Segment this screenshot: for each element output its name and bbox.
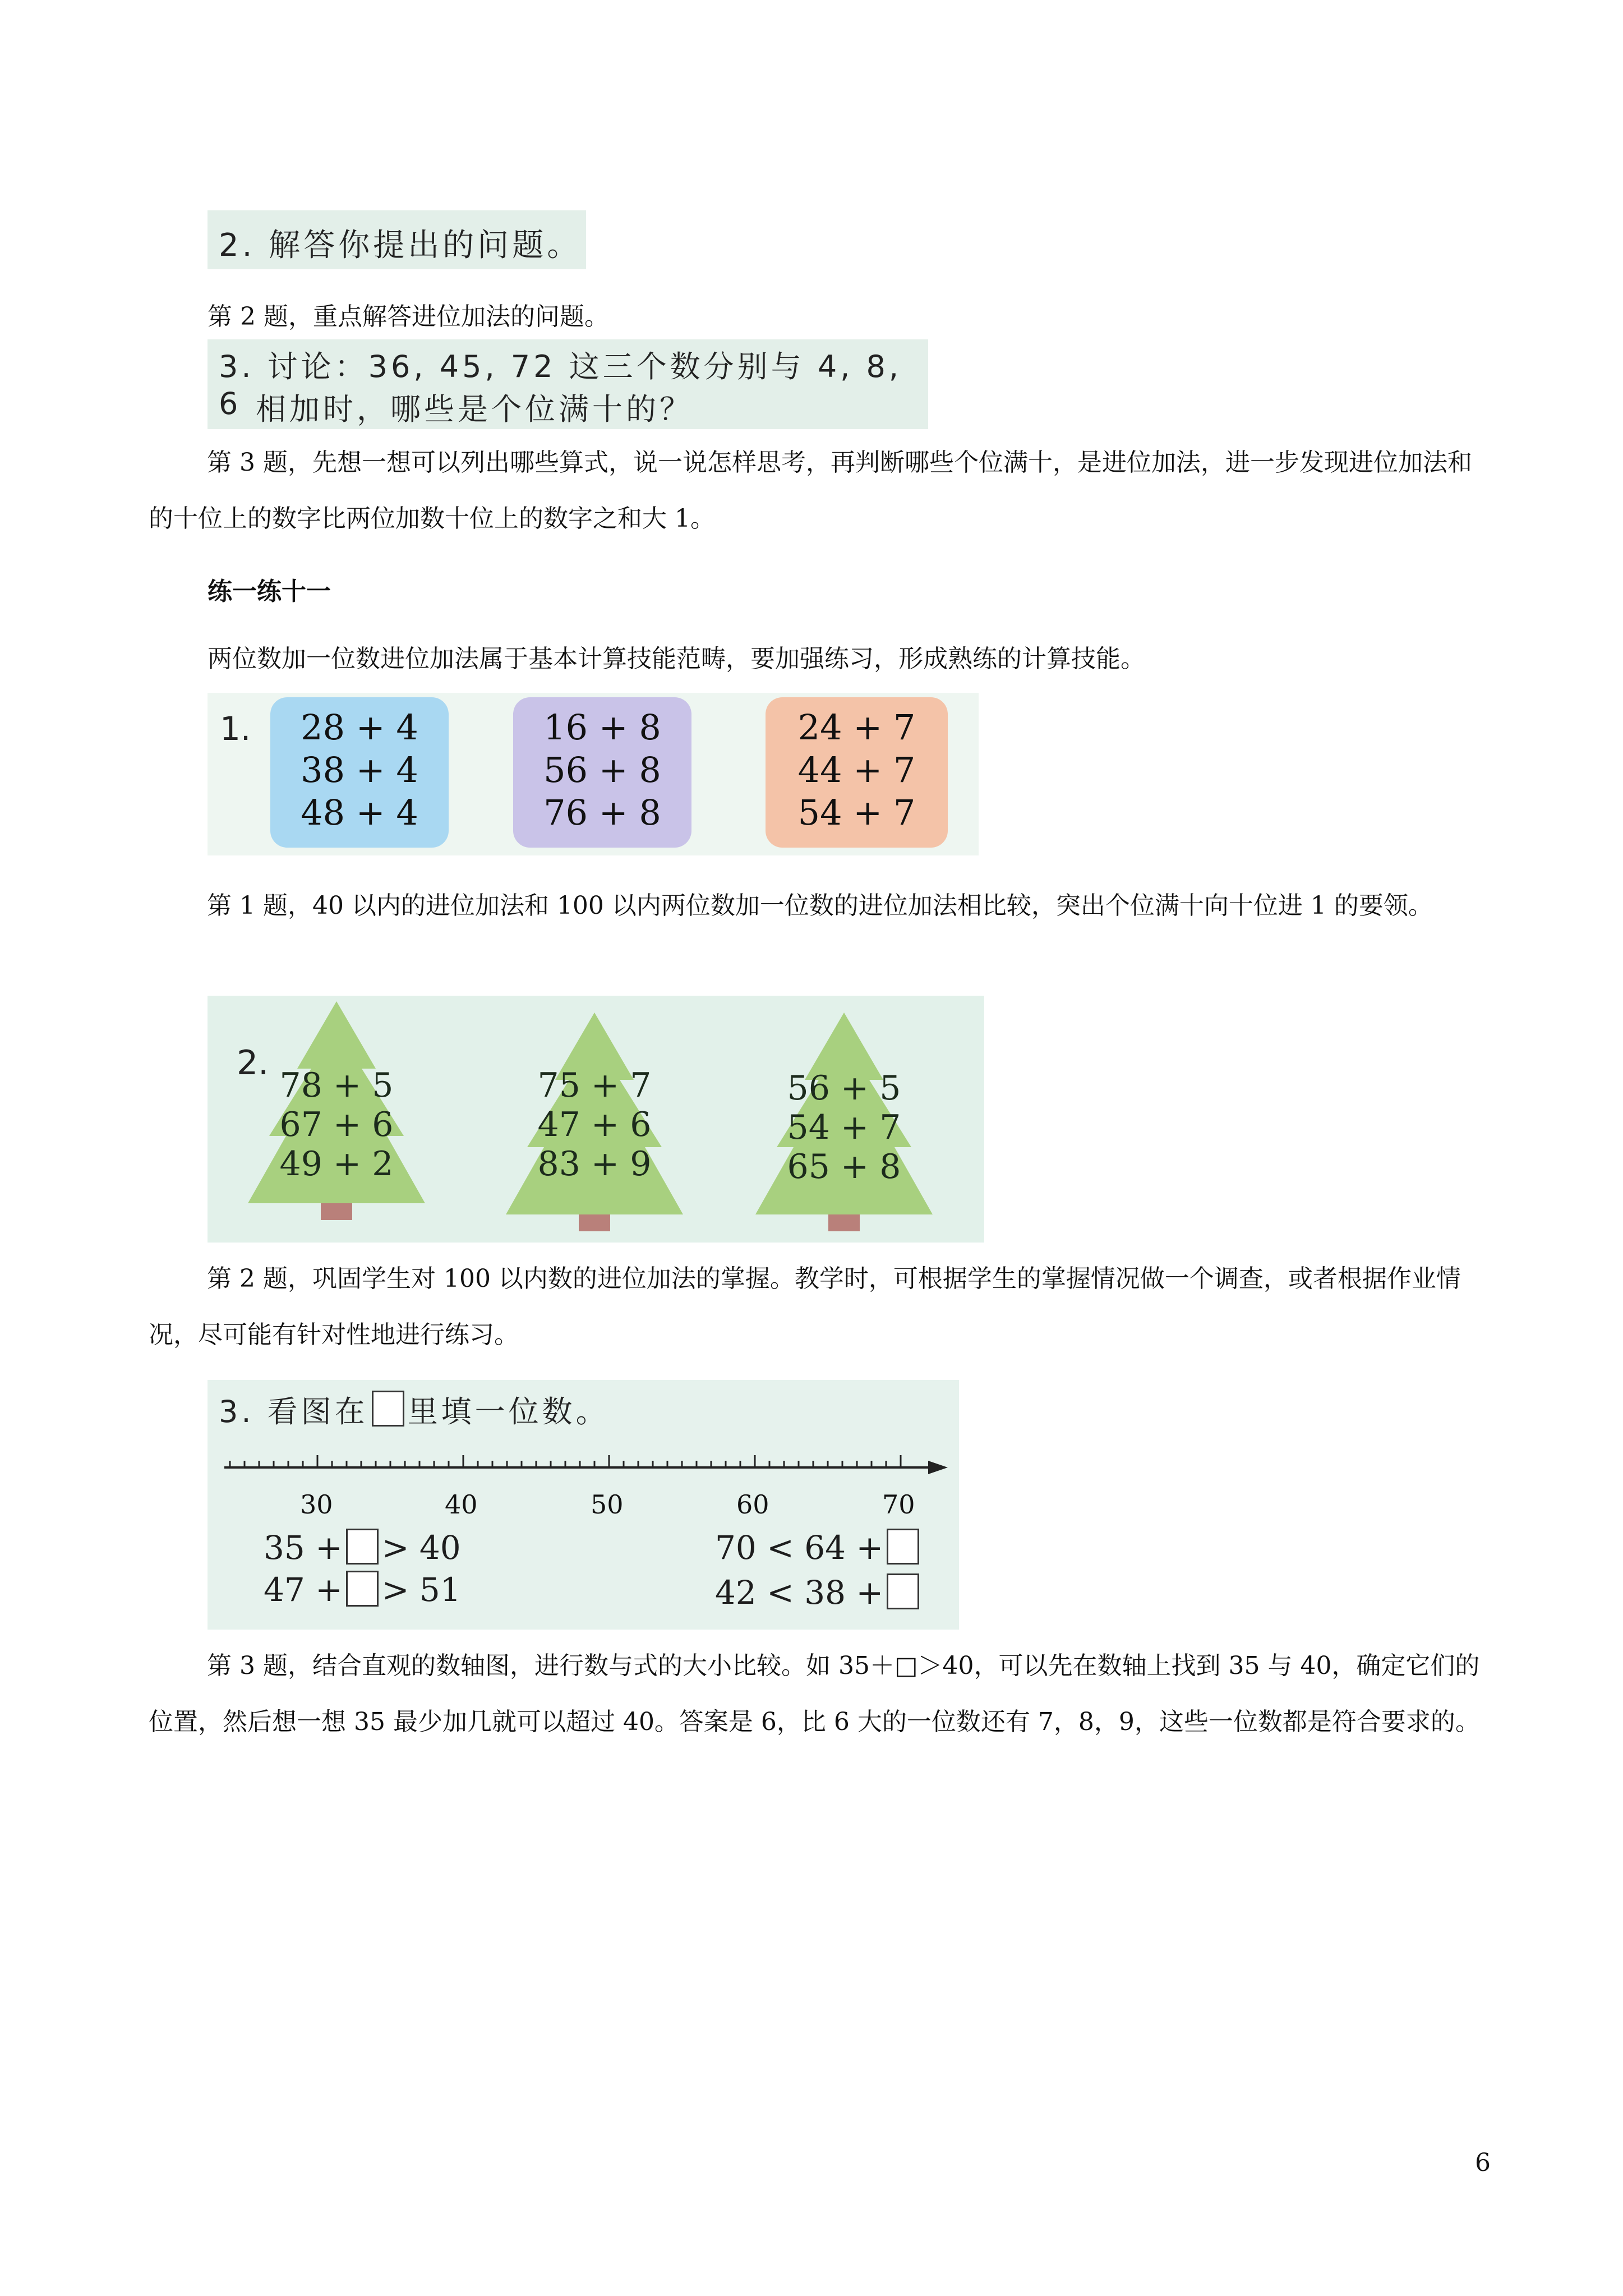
card-item: 28 + 4 <box>301 707 418 748</box>
exercise-3-label-pre: 3. 看图在 <box>219 1394 368 1429</box>
q3-note: 第 3 题，先想一想可以列出哪些算式，说一说怎样思考，再判断哪些个位满十，是进位加法，进一步发现进位加法和的十位上的数字比两位加数十位上的数字之和大 1。 <box>149 448 1472 533</box>
inequality-2-right: > 51 <box>381 1571 461 1609</box>
exercise-3-panel <box>208 1380 959 1630</box>
q3-header-line1: 3. 讨论：36, 45, 72 这三个数分别与 4, 8, 6 <box>219 349 902 421</box>
inequality-2 <box>264 1571 461 1609</box>
inequality-4 <box>715 1573 923 1612</box>
tick-label-60: 60 <box>736 1489 769 1520</box>
card-item: 38 + 4 <box>301 749 418 790</box>
exercise-2-note: 第 2 题，巩固学生对 100 以内数的进位加法的掌握。教学时，可根据学生的掌握情况做一个调查，或者根据作业情况，尽可能有针对性地进行练习。 <box>149 1264 1461 1349</box>
exercise-1-card-2 <box>513 697 691 848</box>
q2-note: 第 2 题，重点解答进位加法的问题。 <box>208 302 609 331</box>
exercise-2-panel <box>208 996 984 1243</box>
inequality-2-left: 47 + <box>264 1571 343 1609</box>
section-title: 练一练十一 <box>208 577 331 606</box>
tree-2-text <box>533 1066 656 1184</box>
tree-1-text <box>275 1066 398 1184</box>
tree-item: 67 + 6 <box>279 1105 394 1144</box>
page-number: 6 <box>1475 2148 1491 2177</box>
exercise-1-label: 1. <box>220 710 251 748</box>
tree-item: 78 + 5 <box>279 1066 394 1105</box>
section-intro: 两位数加一位数进位加法属于基本计算技能范畴，要加强练习，形成熟练的计算技能。 <box>208 645 1145 673</box>
exercise-3-note: 第 3 题，结合直观的数轴图，进行数与式的大小比较。如 35＋□＞40，可以先在数轴上找到 35 与 40，确定它们的位置，然后想一想 35 最少加几就可以超过 40。答案是 6，比 6 大的一位数还有 7，8，9，这些一位数都是符合要求的。 <box>149 1651 1480 1736</box>
exercise-1-note: 第 1 题，40 以内的进位加法和 100 以内两位数加一位数的进位加法相比较，突出个位满十向十位进 1 的要领。 <box>207 891 1433 920</box>
q3-header-line2: 相加时，哪些是个位满十的？ <box>256 392 693 427</box>
tree-item: 83 + 9 <box>537 1144 652 1184</box>
card-item: 56 + 8 <box>543 749 661 790</box>
tick-label-40: 40 <box>445 1489 478 1520</box>
tree-3-text <box>782 1069 906 1186</box>
card-item: 44 + 7 <box>797 749 916 790</box>
exercise-1-panel <box>208 693 979 855</box>
exercise-1-card-3 <box>766 697 948 848</box>
blank-box-icon[interactable] <box>346 1571 379 1607</box>
blank-box-icon[interactable] <box>887 1529 919 1565</box>
inequality-3 <box>715 1529 923 1567</box>
card-item: 54 + 7 <box>797 792 916 833</box>
exercise-1-card-1 <box>270 697 449 848</box>
q2-textbook-header <box>208 210 586 269</box>
exercise-3-label-post: 里填一位数。 <box>407 1394 610 1429</box>
card-item: 76 + 8 <box>543 792 661 833</box>
card-item: 48 + 4 <box>301 792 418 833</box>
q2-header-text: 2. 解答你提出的问题。 <box>219 227 582 264</box>
blank-box-icon[interactable] <box>346 1529 379 1565</box>
tree-item: 56 + 5 <box>787 1069 901 1108</box>
tree-item: 54 + 7 <box>787 1108 901 1147</box>
tree-item: 49 + 2 <box>279 1144 394 1184</box>
inequality-4-left: 42 < 38 + <box>715 1573 884 1612</box>
tick-label-30: 30 <box>300 1489 333 1520</box>
tree-item: 65 + 8 <box>787 1147 901 1186</box>
exercise-2-label: 2. <box>237 1043 269 1083</box>
tree-item: 47 + 6 <box>537 1105 652 1144</box>
tree-item: 75 + 7 <box>537 1066 652 1105</box>
inequality-3-left: 70 < 64 + <box>715 1529 884 1567</box>
q3-textbook-header <box>208 339 928 429</box>
inequality-1-right: > 40 <box>381 1529 461 1567</box>
card-item: 24 + 7 <box>797 707 916 748</box>
card-item: 16 + 8 <box>543 707 661 748</box>
exercise-3-label <box>219 1388 610 1431</box>
blank-box-icon[interactable] <box>887 1573 919 1609</box>
inequality-1-left: 35 + <box>264 1529 343 1567</box>
tick-label-70: 70 <box>882 1489 915 1520</box>
number-line <box>224 1447 953 1481</box>
inequality-1 <box>264 1529 461 1567</box>
blank-box-icon <box>372 1391 404 1427</box>
tick-label-50: 50 <box>591 1489 624 1520</box>
